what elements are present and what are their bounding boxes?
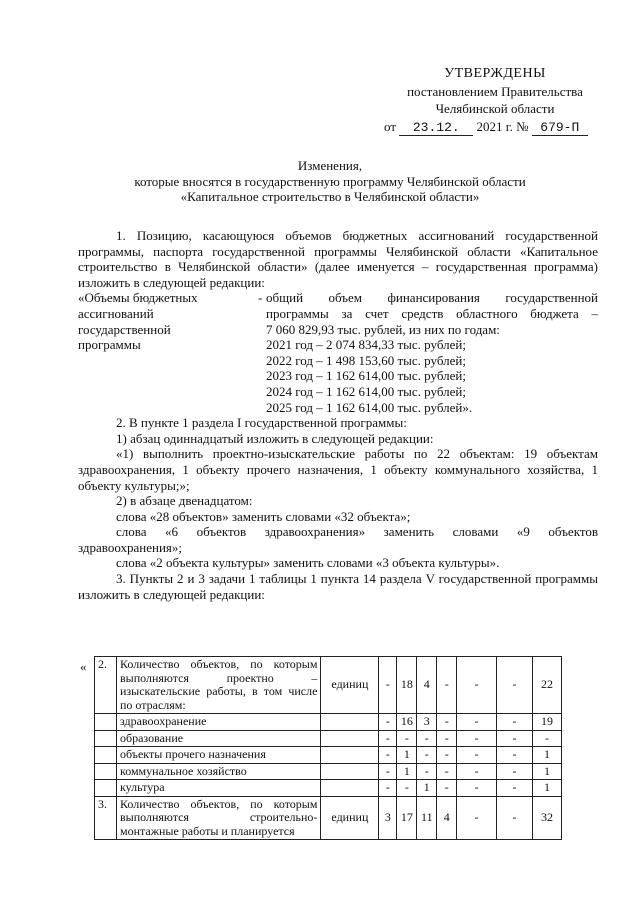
value-cell: - (437, 657, 457, 714)
table-row (95, 657, 562, 714)
value-cell: - (457, 730, 497, 747)
approved-line-2: Челябинской области (435, 101, 555, 117)
row-unit (321, 730, 379, 747)
value-cell: 4 (437, 796, 457, 840)
value-cell: - (379, 747, 397, 764)
row-unit (321, 763, 379, 780)
value-cell: - (437, 780, 457, 797)
date-suffix: 2021 г. № (476, 118, 529, 134)
table-row (95, 714, 562, 731)
value-cell: - (497, 714, 533, 731)
table-row (95, 730, 562, 747)
value-cell: - (457, 780, 497, 797)
row-name: культура (116, 780, 320, 797)
paragraph-2: 2. В пункте 1 раздела I государственной программы: (116, 415, 407, 431)
value-cell: 22 (532, 657, 561, 714)
value-cell: - (379, 714, 397, 731)
row-number (95, 780, 117, 797)
right-line-7: 2024 год – 1 162 614,00 тыс. рублей; (266, 383, 466, 399)
title-line-2: которые вносятся в государственную программу Челябинской области (134, 173, 526, 189)
value-cell: 3 (417, 714, 437, 731)
value-cell: - (497, 730, 533, 747)
title-line-3: «Капитальное строительство в Челябинской области» (180, 189, 480, 205)
value-cell: - (417, 730, 437, 747)
value-cell: - (457, 747, 497, 764)
row-unit (321, 747, 379, 764)
value-cell: - (379, 780, 397, 797)
value-cell: 16 (397, 714, 417, 731)
row-number: 2. (95, 657, 117, 714)
right-line-2: программы за счет средств областного бюджета – (266, 305, 598, 321)
right-line-4: 2021 год – 2 074 834,33 тыс. рублей; (266, 337, 466, 353)
paragraph-2-2: 2) в абзаце двенадцатом: (116, 493, 253, 509)
row-name: образование (116, 730, 320, 747)
value-cell: - (497, 763, 533, 780)
table-row (95, 763, 562, 780)
value-cell: - (437, 730, 457, 747)
value-cell: 19 (532, 714, 561, 731)
value-cell: 1 (532, 747, 561, 764)
row-name: объекты прочего назначения (116, 747, 320, 764)
approval-date-line (380, 119, 610, 137)
value-cell: - (397, 780, 417, 797)
paragraph-2-1: 1) абзац одиннадцатый изложить в следующей редакции: (116, 430, 434, 446)
value-cell: 1 (397, 747, 417, 764)
approval-block (380, 66, 610, 136)
paragraph-2-1-text: «1) выполнить проектно-изыскательские работы по 22 объектам: 19 объектам здравоохранения, 1 объекту прочего назначения, 1 объекту коммунального хозяйства, 1 объекту культуры;»; (78, 446, 598, 493)
value-cell: - (437, 747, 457, 764)
right-line-1: общий объем финансирования государственной (266, 290, 598, 306)
row-number (95, 763, 117, 780)
value-cell: 4 (417, 657, 437, 714)
value-cell: - (497, 780, 533, 797)
row-name: коммунальное хозяйство (116, 763, 320, 780)
value-cell: - (497, 796, 533, 840)
document-body (78, 228, 598, 602)
value-cell: 1 (532, 763, 561, 780)
table-open-quote: « (80, 659, 87, 674)
row-name: Количество объектов, по которым выполняются строительно-монтажные работы и планируется (116, 796, 320, 840)
row-unit: единиц (321, 796, 379, 840)
value-cell: - (437, 714, 457, 731)
document-title (60, 158, 600, 205)
right-line-3: 7 060 829,93 тыс. рублей, из них по годам: (266, 321, 500, 337)
value-cell: - (379, 763, 397, 780)
value-cell: - (457, 657, 497, 714)
value-cell: - (379, 730, 397, 747)
row-unit (321, 714, 379, 731)
left-line-2: ассигнований (78, 305, 154, 321)
left-line-1: «Объемы бюджетных (78, 290, 198, 306)
value-cell: - (457, 714, 497, 731)
left-line-4: программы (78, 337, 141, 353)
approved-line-1: постановлением Правительства (407, 83, 583, 99)
handwritten-date: 23.12. (399, 120, 473, 137)
row-number (95, 730, 117, 747)
value-cell: 18 (397, 657, 417, 714)
table-row (95, 796, 562, 840)
table-row (95, 747, 562, 764)
value-cell: 1 (397, 763, 417, 780)
value-cell: - (497, 657, 533, 714)
row-name: здравоохранение (116, 714, 320, 731)
indicators-table (94, 656, 562, 840)
table-row (95, 780, 562, 797)
value-cell: - (417, 747, 437, 764)
value-cell: 32 (532, 796, 561, 840)
value-cell: - (457, 796, 497, 840)
date-prefix: от (384, 118, 397, 134)
paragraph-3: 3. Пункты 2 и 3 задачи 1 таблицы 1 пункта 14 раздела V государственной программы изложить в следующей редакции: (78, 571, 598, 602)
budget-dash: - (258, 290, 263, 306)
value-cell: - (397, 730, 417, 747)
paragraph-2-2c: слова «2 объекта культуры» заменить словами «3 объекта культуры». (116, 555, 500, 571)
row-number: 3. (95, 796, 117, 840)
row-unit (321, 780, 379, 797)
value-cell: 11 (417, 796, 437, 840)
value-cell: - (379, 657, 397, 714)
value-cell: 17 (397, 796, 417, 840)
value-cell: - (437, 763, 457, 780)
right-line-5: 2022 год – 1 498 153,60 тыс. рублей; (266, 352, 466, 368)
value-cell: 1 (532, 780, 561, 797)
right-line-8: 2025 год – 1 162 614,00 тыс. рублей». (266, 399, 473, 415)
budget-right-column (266, 290, 598, 415)
left-line-3: государственной (78, 321, 171, 337)
approved-heading: УТВЕРЖДЕНЫ (444, 66, 546, 81)
row-number (95, 747, 117, 764)
budget-left-column (78, 290, 258, 415)
right-line-6: 2023 год – 1 162 614,00 тыс. рублей; (266, 368, 466, 384)
value-cell: 1 (417, 780, 437, 797)
value-cell: - (457, 763, 497, 780)
paragraph-2-2b: слова «6 объектов здравоохранения» заменить словами «9 объектов здравоохранения»; (78, 524, 598, 555)
value-cell: - (417, 763, 437, 780)
handwritten-number: 679-П (532, 120, 588, 137)
row-unit: единиц (321, 657, 379, 714)
budget-position-block (78, 290, 598, 415)
row-number (95, 714, 117, 731)
paragraph-1: 1. Позицию, касающуюся объемов бюджетных ассигнований государственной программы, паспорта государственной программы Челябинской области «Капитальное строительство в Челябинской области» (далее именуется – государственная программа) изложить в следующей редакции: (78, 228, 598, 290)
value-cell: - (532, 730, 561, 747)
value-cell: - (497, 747, 533, 764)
value-cell: 3 (379, 796, 397, 840)
title-line-1: Изменения, (297, 158, 363, 173)
row-name: Количество объектов, по которым выполняются проектно – изыскательские работы, в том числе по отраслям: (116, 657, 320, 714)
paragraph-2-2a: слова «28 объектов» заменить словами «32 объекта»; (116, 508, 411, 524)
